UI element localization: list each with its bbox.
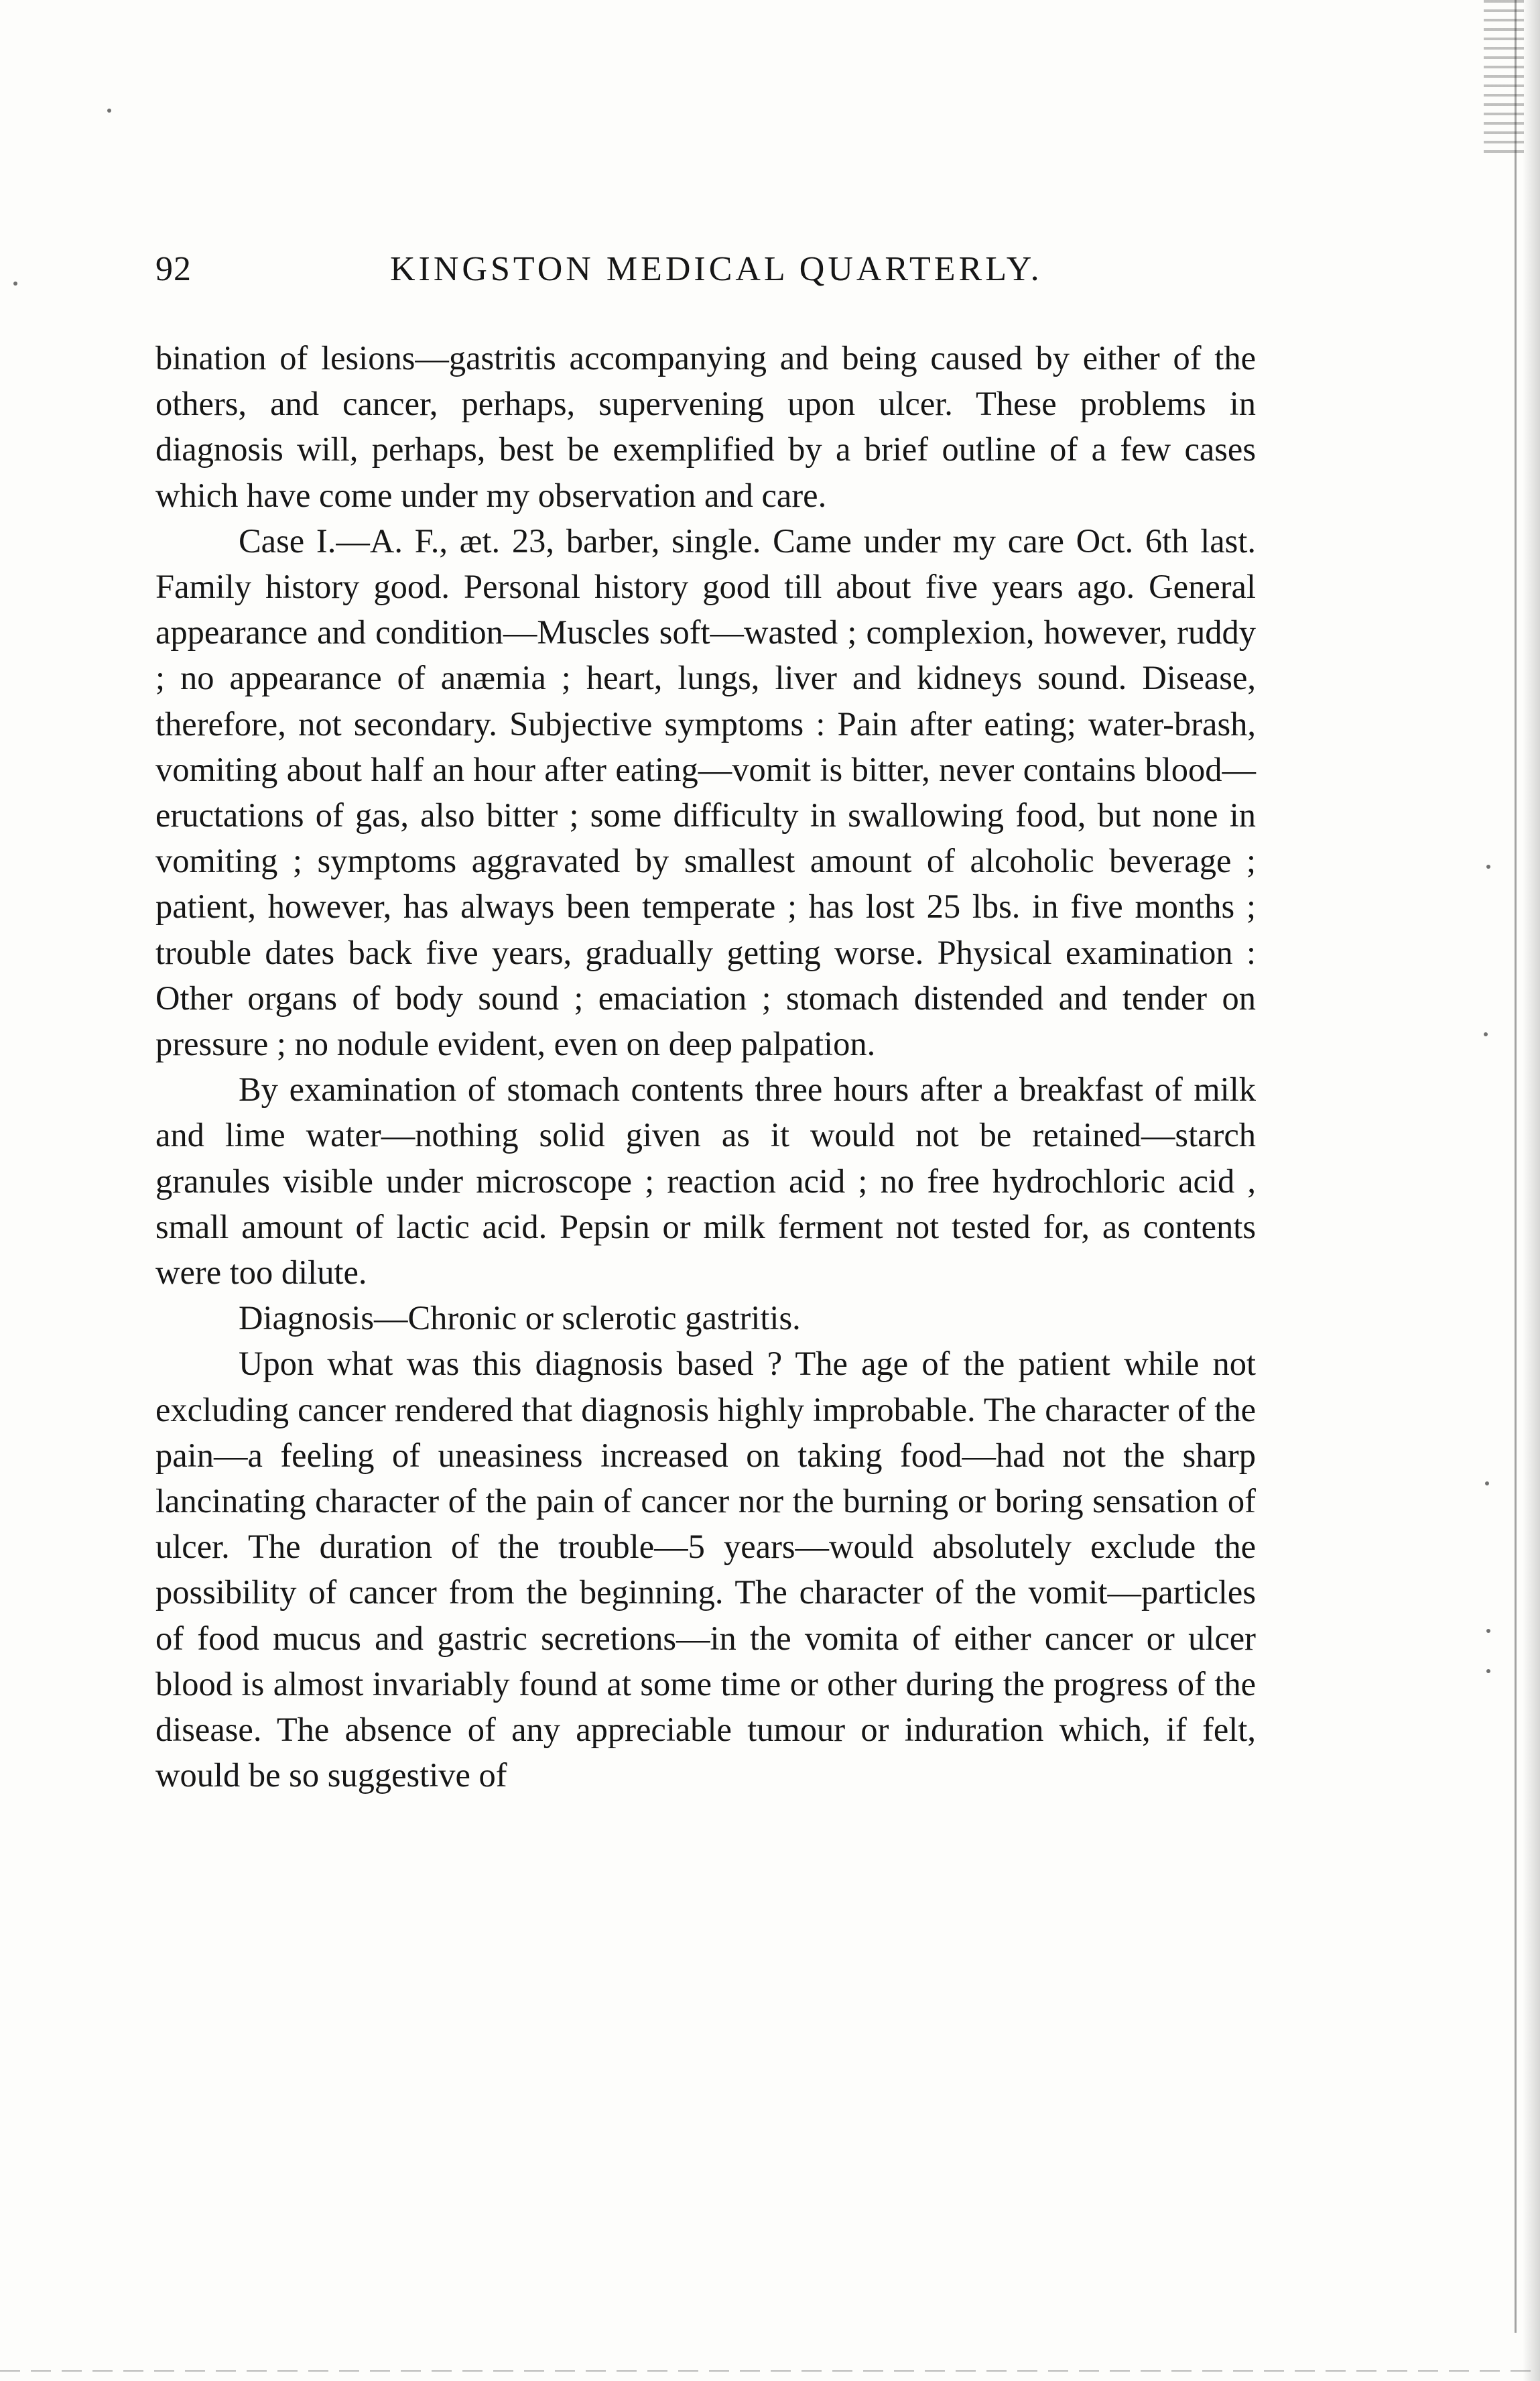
article-body — [155, 335, 1256, 1798]
page-header — [155, 249, 1268, 296]
scan-speck — [1486, 865, 1490, 869]
paragraph-case-one: Case I.—A. F., æt. 23, barber, single. Came under my care Oct. 6th last. Family history good. Personal history good till about five years ago. General appearance and condition—Muscles soft—wasted ; complexion, however, ruddy ; no appearance of anæmia ; heart, lungs, liver and kidneys sound. Disease, therefore, not secondary. Subjective symptoms : Pain after eating; water-brash, vomiting about half an hour after eating—vomit is bitter, never contains blood—eructations of gas, also bitter ; some difficulty in swallowing food, but none in vomiting ; symptoms aggravated by smallest amount of alcoholic beverage ; patient, however, has always been temperate ; has lost 25 lbs. in five months ; trouble dates back five years, gradually getting worse. Physical examination : Other organs of body sound ; emaciation ; stomach distended and tender on pressure ; no nodule evident, even on deep palpation. — [155, 522, 1256, 1063]
scan-speck — [1486, 1669, 1490, 1673]
paragraph-diagnosis: Diagnosis—Chronic or sclerotic gastritis. — [239, 1299, 801, 1337]
paragraph-diagnosis-basis: Upon what was this diagnosis based ? The age of the patient while not excluding cancer rendered that diagnosis highly improbable. The character of the pain—a feeling of uneasiness increased on taking food—had not the sharp lancinating character of the pain of cancer nor the burning or boring sensation of ulcer. The duration of the trouble—5 years—would absolutely exclude the possibility of cancer from the beginning. The character of the vomit—particles of food mucus and gastric secretions—in the vomita of either cancer or ulcer blood is almost invariably found at some time or other during the progress of the disease. The absence of any appreciable tumour or induration which, if felt, would be so suggestive of — [155, 1345, 1256, 1794]
scan-speck — [1486, 1629, 1490, 1633]
scan-bottom-artifact — [0, 2370, 1540, 2372]
scan-speck — [107, 109, 111, 113]
page-number: 92 — [155, 250, 192, 288]
scan-speck — [1485, 1481, 1489, 1485]
paragraph-continuation: bination of lesions—gastritis accompanying and being caused by either of the others, and cancer, perhaps, supervening upon ulcer. These problems in diagnosis will, perhaps, best be exemplified by a brief outline of a few cases which have come under my observation and care. — [155, 339, 1256, 514]
scan-corner-artifact — [1484, 0, 1524, 154]
scan-binding-line — [1515, 0, 1517, 2333]
paragraph-stomach-examination: By examination of stomach contents three hours after a breakfast of milk and lime water—nothing solid given as it would not be retained—starch granules visible under microscope ; reaction acid ; no free hydrochloric acid , small amount of lactic acid. Pepsin or milk ferment not tested for, as contents were too dilute. — [155, 1071, 1256, 1292]
running-title: KINGSTON MEDICAL QUARTERLY. — [390, 250, 1043, 288]
scan-speck — [1484, 1032, 1488, 1036]
scan-edge-shadow — [1523, 0, 1540, 2381]
scan-speck — [13, 282, 17, 286]
